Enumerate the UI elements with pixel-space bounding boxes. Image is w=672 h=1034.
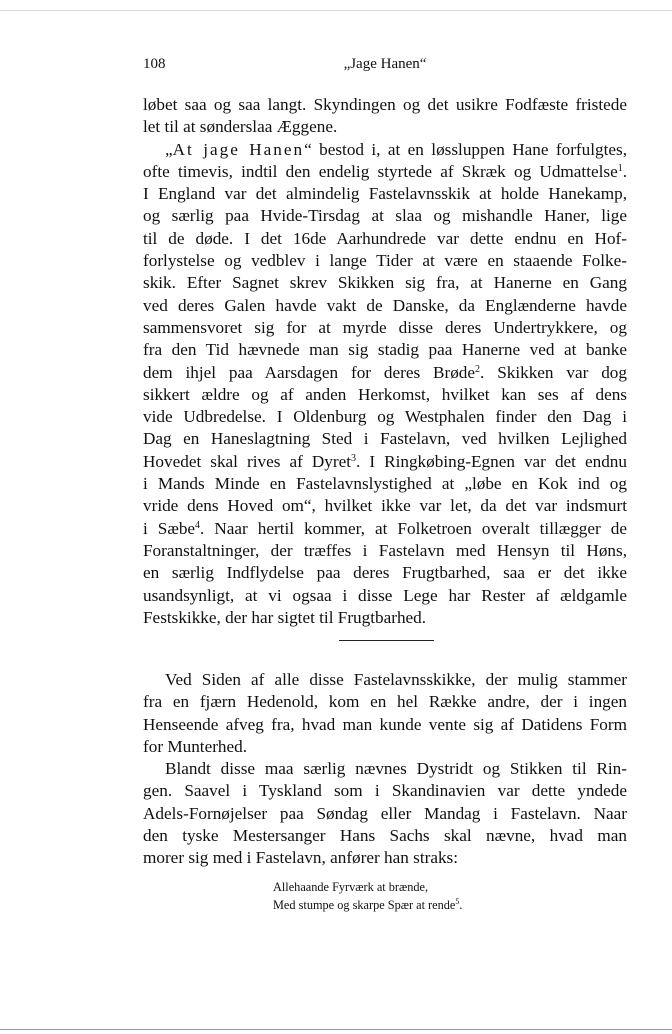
text-line: Dag en Haneslagtning Sted i Fastelavn, ved hvilken Lejlighed <box>143 429 627 449</box>
text-line: gen. Saavel i Tyskland som i Skandinavien var dette yndede <box>143 781 627 801</box>
text-line: forlystelse og vedblev i lange Tider at være en staaende Folke- <box>143 251 627 271</box>
footnote-ref: 4 <box>195 519 201 531</box>
text-line <box>143 139 627 161</box>
text-line: vride dens Hoved om“, hvilket ikke var let, da det var indsmurt <box>143 496 627 516</box>
text-line: morer sig med i Fastelavn, anfører han straks: <box>143 848 459 868</box>
text-line: Adels-Fornøjelser paa Søndag eller Mandag i Fastelavn. Naar <box>143 803 627 823</box>
text-block-lower <box>143 669 627 870</box>
verse-quote <box>273 878 603 914</box>
text-line: sammensvoret sig for at myrde disse deres Undertrykkere, og <box>143 317 627 337</box>
text-line: løbet saa og saa langt. Skyndingen og det usikre Fodfæste fristede <box>143 95 627 114</box>
text-line: ved deres Galen havde vakt de Danske, da Englænderne havde <box>143 295 627 315</box>
text-fragment: “ bestod i, at en løssluppen Hane forfulgtes, <box>304 139 627 159</box>
text-line: fra en fjærn Hedenold, kom en hel Række andre, der i ingen <box>143 692 627 712</box>
footnote-ref: 5 <box>455 897 460 906</box>
bottom-edge-rule <box>0 1029 672 1030</box>
page-header <box>143 56 627 80</box>
footnote-ref: 1 <box>617 162 623 174</box>
footnote-ref: 3 <box>351 452 356 464</box>
text-line <box>143 451 627 473</box>
text-line: let til at sønderslaa Æggene. <box>143 117 338 137</box>
text-line: til de døde. I det 16de Aarhundrede var dette endnu en Hof- <box>143 228 627 248</box>
spaced-term: At jage Hanen <box>172 139 305 159</box>
text-line: Henseende afveg fra, hvad man kunde vente sig af Datidens Form <box>143 714 627 734</box>
text-line: for Munterhed. <box>143 736 248 756</box>
section-divider <box>339 640 434 641</box>
text-line: vide Udbredelse. I Oldenburg og Westphalen finder den Dag i <box>143 407 627 427</box>
text-line: usandsynligt, at vi ogsaa i disse Lege har Rester af ældgamle <box>143 585 627 605</box>
text-fragment: . Naar hertil kommer, at Folketroen overalt tillægger de <box>200 518 627 538</box>
text-line: sikkert ældre og af anden Herkomst, hvilket kan ses af dens <box>143 384 627 404</box>
text-block-upper <box>143 94 627 629</box>
text-line: fra den Tid hævnede man sig stadig paa Hanerne ved at banke <box>143 340 627 360</box>
text-fragment: dem ihjel paa Aarsdagen for deres Brøde <box>143 362 476 382</box>
text-fragment: Med stumpe og skarpe Spær at rende <box>273 898 456 912</box>
page-number: 108 <box>143 56 166 72</box>
text-line <box>143 362 627 384</box>
text-fragment: i Sæbe <box>143 518 196 538</box>
text-line: i Mands Minde en Fastelavnslystighed at „løbe en Kok ind og <box>143 474 627 494</box>
top-edge-rule <box>0 10 672 11</box>
text-line: den tyske Mestersanger Hans Sachs skal nævne, hvad man <box>143 826 627 846</box>
running-title: „Jage Hanen“ <box>343 56 427 72</box>
text-line <box>143 518 627 540</box>
text-line: Blandt disse maa særlig nævnes Dystridt og Stikken til Rin- <box>165 759 627 779</box>
text-fragment: . I Ringkøbing-Egnen var det endnu <box>356 451 627 471</box>
verse-line: Allehaande Fyrværk at brænde, <box>273 880 429 894</box>
text-line: og særlig paa Hvide-Tirsdag at slaa og mishandle Haner, lige <box>143 206 627 226</box>
footnote-ref: 2 <box>475 363 481 375</box>
text-line: Festskikke, der har sigtet til Frugtbarhed. <box>143 607 427 627</box>
text-line <box>143 161 627 183</box>
text-fragment: ofte timevis, indtil den endelig styrtede af Skræk og Udmattelse <box>143 161 618 181</box>
text-line: skik. Efter Sagnet skrev Skikken sig fra, at Hanerne en Gang <box>143 273 627 293</box>
text-line: I England var det almindelig Fastelavnsskik at holde Hanekamp, <box>143 184 627 204</box>
text-line: Foranstaltninger, der træffes i Fastelavn med Hensyn til Høns, <box>143 540 627 560</box>
text-fragment: . <box>622 161 627 181</box>
open-quote: „ <box>165 139 173 159</box>
text-line: en særlig Indflydelse paa deres Frugtbarhed, saa er det ikke <box>143 563 627 583</box>
text-fragment: Hovedet skal rives af Dyret <box>143 451 351 471</box>
text-fragment: . <box>459 898 463 912</box>
text-line: Ved Siden af alle disse Fastelavnsskikke, der mulig stammer <box>165 670 627 689</box>
text-fragment: . Skikken var dog <box>480 362 627 382</box>
verse-line <box>273 896 603 914</box>
